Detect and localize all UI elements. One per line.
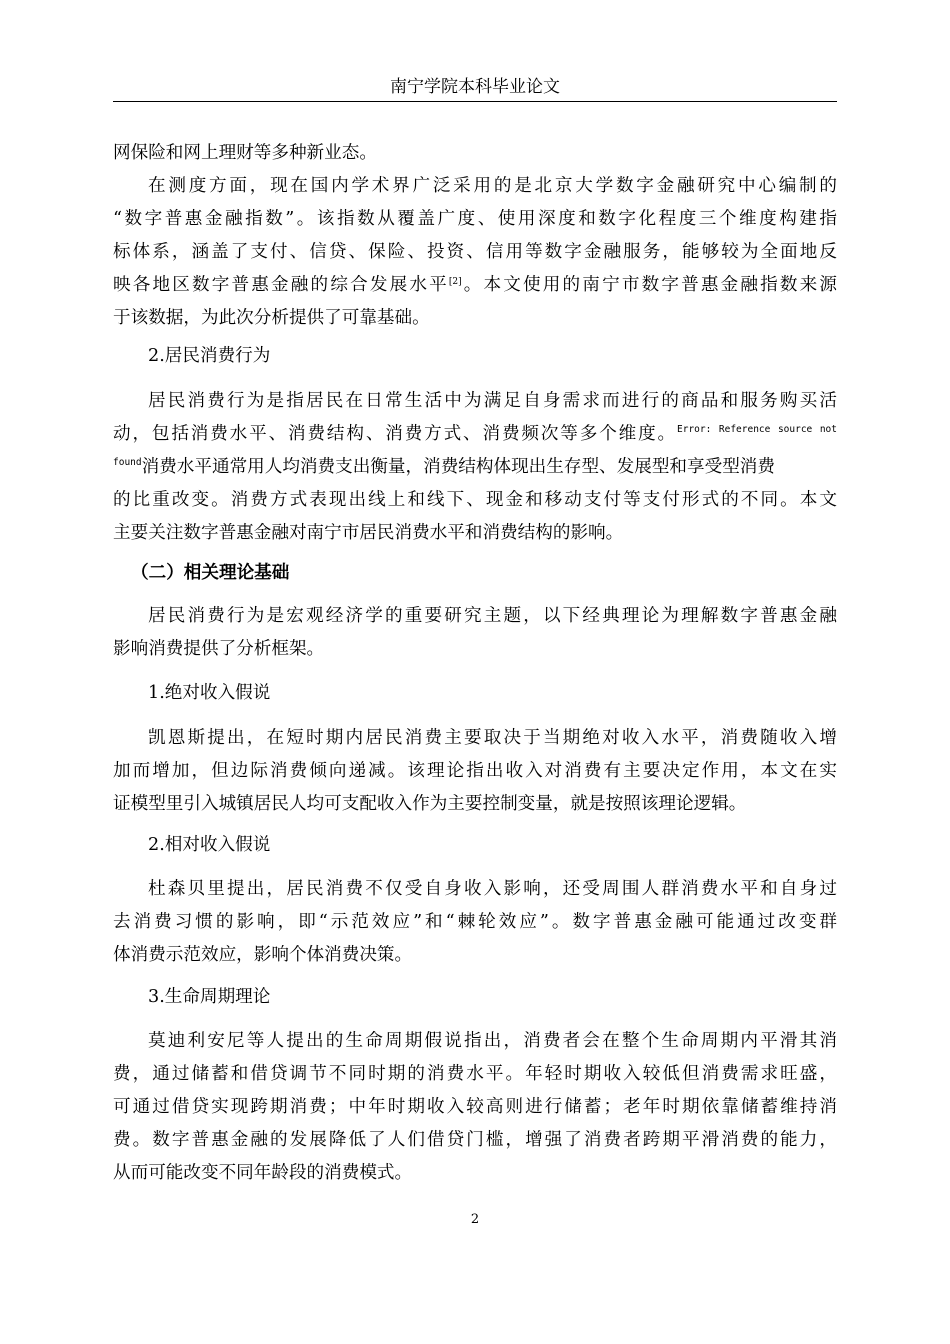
text-line: 莫迪利安尼等人提出的生命周期假说指出，消费者会在整个生命周期内平滑其消 (148, 1031, 837, 1051)
heading-text: 3.生命周期理论 (148, 987, 271, 1007)
text-line (113, 452, 775, 482)
text-line: 费，通过储蓄和借贷调节不同时期的消费水平。年轻时期收入较低但消费需求旺盛， (113, 1064, 837, 1084)
text-line: 网保险和网上理财等多种新业态。 (113, 143, 377, 163)
reference-error: Error: Reference source not (677, 424, 837, 435)
text-line: 的比重改变。消费方式表现出线上和线下、现金和移动支付等支付形式的不同。本文 (113, 490, 837, 510)
text-line: 可通过借贷实现跨期消费；中年时期收入较高则进行储蓄；老年时期依靠储蓄维持消 (113, 1097, 837, 1117)
text-line: 体消费示范效应，影响个体消费决策。 (113, 945, 413, 965)
heading-text: （二）相关理论基础 (131, 563, 290, 583)
text-line: 居民消费行为是指居民在日常生活中为满足自身需求而进行的商品和服务购买活 (148, 391, 837, 411)
text-line: 加而增加，但边际消费倾向递减。该理论指出收入对消费有主要决定作用，本文在实 (113, 761, 837, 781)
text-line (113, 419, 837, 449)
citation-marker: [2] (448, 277, 462, 287)
text-line: 去消费习惯的影响，即“示范效应”和“棘轮效应”。数字普惠金融可能通过改变群 (113, 912, 837, 932)
text-line: 于该数据，为此次分析提供了可靠基础。 (113, 308, 430, 328)
text-line: 费。数字普惠金融的发展降低了人们借贷门槛，增强了消费者跨期平滑消费的能力， (113, 1130, 837, 1150)
heading-text: 2.居民消费行为 (148, 346, 271, 366)
text-run: 消费水平通常用人均消费支出衡量，消费结构体现出生存型、发展型和享受型消费 (141, 457, 775, 477)
text-line: “数字普惠金融指数”。该指数从覆盖广度、使用深度和数字化程度三个维度构建指 (113, 209, 837, 229)
page-number: 2 (470, 1212, 480, 1227)
text-line: 居民消费行为是宏观经济学的重要研究主题，以下经典理论为理解数字普惠金融 (148, 606, 837, 626)
text-line: 杜森贝里提出，居民消费不仅受自身收入影响，还受周围人群消费水平和自身过 (148, 879, 837, 899)
text-line (113, 270, 837, 300)
text-run: 映各地区数字普惠金融的综合发展水平 (113, 275, 449, 295)
reference-error: found (113, 457, 142, 468)
text-line: 证模型里引入城镇居民人均可支配收入作为主要控制变量，就是按照该理论逻辑。 (113, 794, 747, 814)
text-line: 主要关注数字普惠金融对南宁市居民消费水平和消费结构的影响。 (113, 523, 624, 543)
heading-text: 1.绝对收入假说 (148, 683, 271, 703)
text-line: 在测度方面，现在国内学术界广泛采用的是北京大学数字金融研究中心编制的 (148, 176, 837, 196)
page-header: 南宁学院本科毕业论文 (113, 74, 837, 102)
text-run: 。本文使用的南宁市数字普惠金融指数来源 (461, 275, 837, 295)
text-line: 从而可能改变不同年龄段的消费模式。 (113, 1163, 413, 1183)
heading-text: 2.相对收入假说 (148, 835, 271, 855)
text-line: 影响消费提供了分析框架。 (113, 639, 325, 659)
text-run: 动，包括消费水平、消费结构、消费方式、消费频次等多个维度。 (113, 424, 677, 444)
text-line: 标体系，涵盖了支付、信贷、保险、投资、信用等数字金融服务，能够较为全面地反 (113, 242, 837, 262)
text-line: 凯恩斯提出，在短时期内居民消费主要取决于当期绝对收入水平，消费随收入增 (148, 728, 837, 748)
